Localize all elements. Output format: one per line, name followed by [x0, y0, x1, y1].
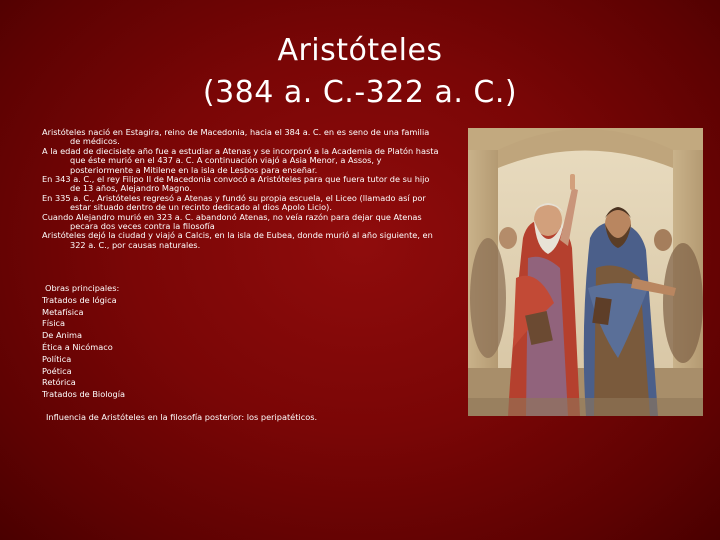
bio-paragraph: En 335 a. C., Aristóteles regresó a Atenas y fundó su propia escuela, el Liceo (llamado así por estar situado dentro de un recinto dedicado al dios Apolo Licio). — [42, 192, 426, 213]
work-item: Política — [42, 353, 72, 364]
work-item: Tratados de Biología — [42, 389, 125, 400]
influence-text: Influencia de Aristóteles en la filosofía posterior: los peripatéticos. — [46, 412, 318, 422]
title-dates: (384 a. C.-322 a. C.) — [202, 75, 518, 110]
work-item: Física — [42, 318, 66, 329]
work-item: Ética a Nicómaco — [42, 341, 113, 352]
bio-paragraph: En 343 a. C., el rey Filipo II de Macedonia convocó a Aristóteles para que fuera tutor de su hijo de 13 años, Alejandro Magno. — [42, 174, 430, 194]
bio-paragraph: Aristóteles dejó la ciudad y viajó a Calcis, en la isla de Eubea, donde murió al año siguiente, en 322 a. C., por causas naturales. — [42, 230, 433, 250]
bio-paragraph: Cuando Alejandro murió en 323 a. C. abandonó Atenas, no veía razón para dejar que Atenas pecara dos veces contra la filosofía — [42, 211, 422, 232]
work-item: Retórica — [42, 377, 76, 388]
works-list — [42, 283, 242, 401]
bio-paragraph: A la edad de diecisiete año fue a estudiar a Atenas y se incorporó a la Academia de Platón hasta que éste murió en el 437 a. C. A continuación viajó a Asia Menor, a Assos, y posteriormente a Mitilene en la isla de Lesbos para enseñar. — [42, 145, 439, 175]
biography-text — [42, 128, 442, 250]
bio-paragraph: Aristóteles nació en Estagira, reino de Macedonia, hacia el 384 a. C. en es seno de una familia de médicos. — [42, 127, 430, 147]
works-heading: Obras principales: — [45, 283, 120, 293]
work-item: Tratados de lógica — [42, 294, 117, 305]
work-item: Poética — [42, 365, 72, 376]
work-item: De Anima — [42, 330, 83, 341]
title-name: Aristóteles — [277, 33, 443, 68]
work-item: Metafísica — [42, 306, 84, 317]
slide-title — [150, 30, 570, 114]
plato-aristotle-painting — [468, 128, 703, 416]
